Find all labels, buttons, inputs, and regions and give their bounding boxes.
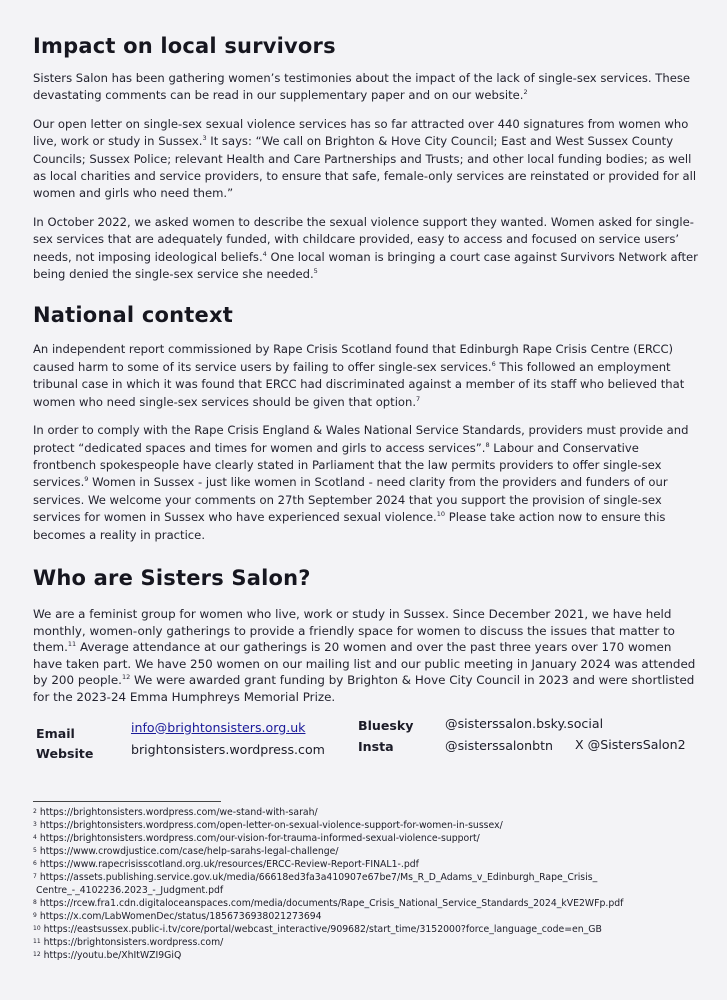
footnote-item: $^{12}$ https://youtu.be/XhItWZI9GiQ (33, 950, 182, 961)
bluesky-label: Bluesky (358, 717, 414, 733)
bluesky-handle[interactable]: @sisterssalon.bsky.social (445, 715, 604, 731)
footnote-item: $^9$ https://x.com/LabWomenDec/status/1856736938021273694 (33, 911, 322, 922)
insta-label: Insta (358, 738, 394, 754)
footnote-divider (33, 801, 221, 802)
footnote-item: $^8$ https://rcew.fra1.cdn.digitaloceanspaces.com/media/documents/Rape_Crisis_National_Service_Standards_2024_kVE2WFp.pdf (33, 898, 624, 909)
footnote-item: $^{10}$ https://eastsussex.public-i.tv/core/portal/webcast_interactive/909682/start_time/3152000?force_language_code=en_GB (33, 924, 602, 935)
insta-handle[interactable]: @sisterssalonbtn (445, 737, 554, 753)
email-link[interactable]: info@brightonsisters.org.uk (131, 719, 306, 735)
impact-paragraph-2: Our open letter on single-sex sexual violence services has so far attracted over 440 signatures from women who live, work or study in Sussex.$^3$ It says: “We call on Brighton & Hove City Council; East and West Sussex County Councils; Sussex Police; relevant Health and Care Partnerships and Trusts; and other local funding bodies; as well as local charities and service providers, to ensure that safe, female-only services are reinstated or provided for all women and girls who need them.” (33, 116, 697, 201)
website-label: Website (36, 745, 94, 761)
footnote-item: $^{11}$ https://brightonsisters.wordpress.com/ (33, 937, 224, 948)
x-handle[interactable]: X @SistersSalon2 (575, 736, 686, 752)
footnote-item: $^3$ https://brightonsisters.wordpress.com/open-letter-on-sexual-violence-support-for-women-in-sussex/ (33, 820, 503, 831)
impact-paragraph-1: Sisters Salon has been gathering women’s testimonies about the impact of the lack of single-sex services. These devastating comments can be read in our supplementary paper and on our website.$^2$ (33, 71, 691, 103)
section-national (33, 303, 701, 543)
heading-impact: Impact on local survivors (33, 34, 336, 58)
footnote-item: $^7$ https://assets.publishing.service.gov.uk/media/66618ed3fa3a410907e67be7/Ms_R_D_Adams_v_Edinburgh_Rape_Crisis_ (33, 872, 598, 883)
website-link[interactable]: brightonsisters.wordpress.com (131, 741, 325, 757)
footnote-item: $^4$ https://brightonsisters.wordpress.com/our-vision-for-trauma-informed-sexual-violence-support/ (33, 833, 480, 844)
footnote-item: $^6$ https://www.rapecrisisscotland.org.uk/resources/ERCC-Review-Report-FINAL1-.pdf (33, 859, 419, 870)
impact-paragraph-3: In October 2022, we asked women to describe the sexual violence support they wanted. Women asked for single-sex services that are adequately funded, with childcare provided, easy to access and focused on service users’ needs, not imposing ideological beliefs.$^4$ One local woman is bringing a court case against Survivors Network after being denied the single-sex service she needed.$^5$ (33, 214, 698, 282)
heading-national: National context (33, 303, 233, 328)
contact-block (33, 715, 701, 768)
national-paragraph-2: In order to comply with the Rape Crisis England & Wales National Service Standards, providers must provide and protect “dedicated spaces and times for women and girls to access services”.$^8$ Labour and Conservative frontbench spokespeople have clearly stated in Parliament that the law permits providers to offer single-sex services.$^9$ Women in Sussex - just like women in Scotland - need clarity from the providers and funders of our services. We welcome your comments on 27th September 2024 that you support the provision of single-sex services for women in Sussex who have experienced sexual violence.$^{10}$ Please take action now to ensure this becomes a reality in practice. (33, 423, 689, 542)
heading-who: Who are Sisters Salon? (33, 565, 311, 590)
footnotes (33, 806, 713, 962)
section-who (33, 566, 701, 706)
footnote-item: $^2$ https://brightonsisters.wordpress.com/we-stand-with-sarah/ (33, 807, 318, 818)
email-label: Email (36, 725, 75, 741)
section-impact (33, 34, 701, 283)
national-paragraph-1: An independent report commissioned by Rape Crisis Scotland found that Edinburgh Rape Crisis Centre (ERCC) caused harm to some of its service users by failing to offer single-sex services.$^6$ This followed an employment tribunal case in which it was found that ERCC had discriminated against a member of its staff who believed that women who need single-sex services should be given that option.$^7$ (33, 342, 685, 409)
who-paragraph: We are a feminist group for women who live, work or study in Sussex. Since December 2021, we have held monthly, women-only gatherings to provide a friendly space for women to discuss the issues that matter to them.$^{11}$ Average attendance at our gatherings is 20 women and over the past three years over 170 women have taken part. We have 250 women on our mailing list and our public meeting in January 2024 was attended by 200 people.$^{12}$ We were awarded grant funding by Brighton & Hove City Council in 2023 and were shortlisted for the 2023-24 Emma Humphreys Memorial Prize. (33, 606, 696, 704)
footnote-item: Centre_-_4102236.2023_-_Judgment.pdf (36, 885, 224, 896)
footnote-item: $^5$ https://www.crowdjustice.com/case/help-sarahs-legal-challenge/ (33, 846, 339, 857)
